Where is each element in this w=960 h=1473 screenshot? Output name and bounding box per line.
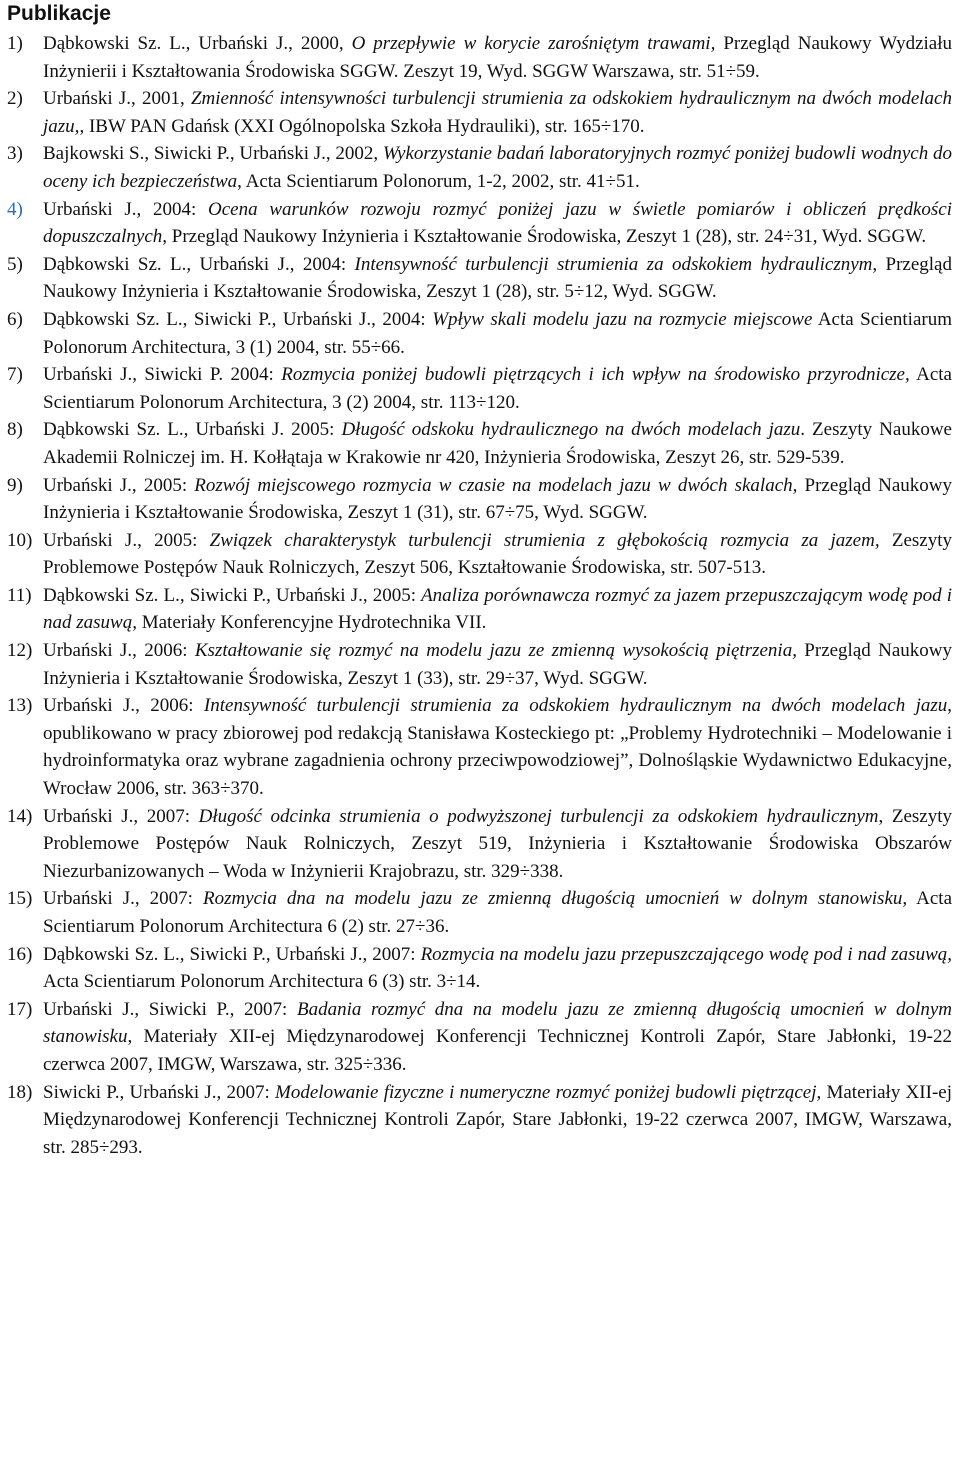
publication-authors: Urbański J., Siwicki P. 2004: bbox=[43, 364, 282, 386]
publication-source: , Zeszyty Problemowe Postępów Nauk Rolniczych, Zeszyt 519, Inżynieria i Kształtowanie Środowiska Obszarów Niezurbanizowanych – Woda w Inżynierii Krajobrazu, str. 329÷338. bbox=[43, 805, 952, 882]
publication-authors: Dąbkowski Sz. L., Urbański J. 2005: bbox=[43, 419, 342, 441]
publication-number: 1) bbox=[7, 33, 23, 54]
publication-authors: Urbański J., 2007: bbox=[43, 805, 199, 827]
publication-title: Długość odskoku hydraulicznego na dwóch modelach jazu bbox=[341, 419, 801, 441]
publication-number: 11) bbox=[7, 584, 32, 606]
publication-number: 13) bbox=[7, 695, 33, 717]
publication-authors: Urbański J., 2004: bbox=[43, 198, 209, 220]
publication-item bbox=[7, 361, 952, 416]
publication-authors: Dąbkowski Sz. L., Urbański J., 2000, bbox=[43, 33, 352, 54]
publication-title: Rozmycia dna na modelu jazu ze zmienną długością umocnień w dolnym stanowisku, bbox=[202, 888, 908, 910]
publication-authors: Urbański J., 2007: bbox=[43, 888, 203, 910]
publication-title: Rozwój miejscowego rozmycia w czasie na modelach jazu w dwóch skalach, bbox=[194, 474, 798, 496]
publication-title: Wykorzystanie badań laboratoryjnych rozmyć poniżej budowli wodnych do oceny ich bezpieczeństwa bbox=[43, 143, 952, 192]
publication-source: Acta Scientiarum Polonorum Architectura, 3 (1) 2004, str. 55÷66. bbox=[43, 308, 952, 358]
publication-number: 18) bbox=[7, 1081, 33, 1103]
publication-item bbox=[7, 196, 952, 251]
publication-item bbox=[7, 996, 952, 1079]
publication-number: 6) bbox=[7, 308, 23, 330]
publication-title: Intensywność turbulencji strumienia za odskokiem hydraulicznym na dwóch modelach jazu bbox=[203, 695, 948, 717]
publication-number: 16) bbox=[7, 943, 33, 965]
publication-title: Związek charakterystyk turbulencji strumienia z głębokością rozmycia za jazem, bbox=[209, 529, 880, 551]
publication-source: Materiały Konferencyjne Hydrotechnika VII. bbox=[136, 612, 487, 634]
publication-source: Przegląd Naukowy Inżynieria i Kształtowanie Środowiska, Zeszyt 1 (28), str. 24÷31, Wyd. SGGW. bbox=[167, 226, 927, 248]
publication-number: 2) bbox=[7, 88, 23, 110]
publication-item bbox=[7, 637, 952, 692]
publication-title: Intensywność turbulencji strumienia za odskokiem hydraulicznym, bbox=[354, 253, 878, 275]
publication-source: Przegląd Naukowy Wydziału Inżynierii i Kształtowania Środowiska SGGW. Zeszyt 19, Wyd. SGGW Warszawa, str. 51÷59. bbox=[43, 33, 953, 82]
publication-item bbox=[7, 941, 952, 996]
publication-number: 5) bbox=[7, 253, 23, 275]
publication-number: 17) bbox=[7, 998, 33, 1020]
publication-title: O przepływie w korycie zarośniętym trawami, bbox=[351, 33, 716, 54]
publication-item bbox=[7, 692, 952, 802]
publication-authors: Siwicki P., Urbański J., 2007: bbox=[43, 1081, 276, 1103]
publication-title: Analiza porównawcza rozmyć za jazem przepuszczającym wodę pod i nad zasuwą, bbox=[43, 584, 953, 634]
publication-authors: Dąbkowski Sz. L., Siwicki P., Urbański J., 2007: bbox=[43, 943, 421, 965]
publication-title: Zmienność intensywności turbulencji strumienia za odskokiem hydraulicznym na dwóch modelach jazu, bbox=[43, 88, 952, 137]
publication-source: , IBW PAN Gdańsk (XXI Ogólnopolska Szkoła Hydrauliki), str. 165÷170. bbox=[79, 115, 645, 137]
publication-source: Acta Scientiarum Polonorum Architectura 6 (2) str. 27÷36. bbox=[43, 888, 953, 937]
publication-number: 4) bbox=[7, 198, 23, 220]
publication-source: . Zeszyty Naukowe Akademii Rolniczej im. H. Kołłątaja w Krakowie nr 420, Inżynieria Środowiska, Zeszyt 26, str. 529-539. bbox=[43, 419, 952, 468]
publication-title: Modelowanie fizyczne i numeryczne rozmyć poniżej budowli piętrzącej bbox=[275, 1081, 817, 1103]
publication-number: 14) bbox=[7, 805, 33, 827]
publication-title: Wpływ skali modelu jazu na rozmycie miejscowe bbox=[432, 308, 813, 330]
publication-source: Zeszyty Problemowe Postępów Nauk Rolniczych, Zeszyt 506, Kształtowanie Środowiska, str. 507-513. bbox=[43, 529, 952, 579]
publication-item bbox=[7, 527, 952, 582]
publication-number: 8) bbox=[7, 419, 23, 441]
publication-item bbox=[7, 416, 952, 471]
publication-title: Rozmycia poniżej budowli piętrzących i ich wpływ na środowisko przyrodnicze, bbox=[281, 364, 910, 386]
publication-authors: Urbański J., 2005: bbox=[43, 474, 195, 496]
publication-source: , Materiały XII-ej Międzynarodowej Konferencji Technicznej Kontroli Zapór, Stare Jabłonki, 19-22 czerwca 2007, IMGW, Warszawa, str. 285÷293. bbox=[43, 1081, 952, 1158]
publication-title: Długość odcinka strumienia o podwyższonej turbulencji za odskokiem hydraulicznym bbox=[198, 805, 879, 827]
publication-item bbox=[7, 885, 952, 940]
publication-item bbox=[7, 30, 952, 85]
publication-item bbox=[7, 306, 952, 361]
publication-item bbox=[7, 582, 952, 637]
publication-authors: Dąbkowski Sz. L., Siwicki P., Urbański J., 2005: bbox=[43, 584, 422, 606]
publication-item bbox=[7, 140, 952, 195]
section-heading: Publikacje bbox=[7, 2, 111, 25]
publication-authors: Urbański J., 2006: bbox=[43, 695, 204, 717]
publication-authors: Dąbkowski Sz. L., Siwicki P., Urbański J., 2004: bbox=[43, 308, 433, 330]
publication-item bbox=[7, 1079, 952, 1162]
publication-number: 3) bbox=[7, 143, 23, 165]
publication-title: Rozmycia na modelu jazu przepuszczającego wodę pod i nad zasuwą, bbox=[420, 943, 952, 965]
publication-authors: Urbański J., Siwicki P., 2007: bbox=[43, 998, 297, 1020]
publication-authors: Bajkowski S., Siwicki P., Urbański J., 2002, bbox=[43, 143, 383, 165]
publication-number: 7) bbox=[7, 364, 23, 386]
publication-item bbox=[7, 803, 952, 886]
publication-authors: Urbański J., 2001, bbox=[43, 88, 191, 110]
publication-item bbox=[7, 472, 952, 527]
publication-list bbox=[7, 30, 952, 1161]
publication-authors: Dąbkowski Sz. L., Urbański J., 2004: bbox=[43, 253, 355, 275]
publication-authors: Urbański J., 2006: bbox=[43, 640, 195, 662]
publication-source: , opublikowano w pracy zbiorowej pod redakcją Stanisława Kosteckiego pt: „Problemy Hydrotechniki – Modelowanie i hydroinformatyka oraz wybrane zagadnienia ochrony przeciwpowodziowej”, Dolnośląskie Wydawnictwo Edukacyjne, Wrocław 2006, str. 363÷370. bbox=[43, 695, 952, 800]
publication-source: Przegląd Naukowy Inżynieria i Kształtowanie Środowiska, Zeszyt 1 (33), str. 29÷37, Wyd. SGGW. bbox=[43, 640, 952, 689]
publication-item bbox=[7, 85, 952, 140]
publication-number: 9) bbox=[7, 474, 23, 496]
publication-authors: Urbański J., 2005: bbox=[43, 529, 210, 551]
publication-title: Kształtowanie się rozmyć na modelu jazu ze zmienną wysokością piętrzenia, bbox=[194, 640, 797, 662]
publication-number: 12) bbox=[7, 640, 33, 662]
publication-source: Acta Scientiarum Polonorum Architectura 6 (3) str. 3÷14. bbox=[43, 971, 481, 993]
publication-source: Przegląd Naukowy Inżynieria i Kształtowanie Środowiska, Zeszyt 1 (28), str. 5÷12, Wyd. SGGW. bbox=[43, 253, 952, 303]
publication-source: , Acta Scientiarum Polonorum, 1-2, 2002, str. 41÷51. bbox=[237, 170, 640, 192]
publication-number: 10) bbox=[7, 529, 33, 551]
publication-source: Przegląd Naukowy Inżynieria i Kształtowanie Środowiska, Zeszyt 1 (31), str. 67÷75, Wyd. SGGW. bbox=[43, 474, 952, 524]
publication-title: Ocena warunków rozwoju rozmyć poniżej jazu w świetle pomiarów i obliczeń prędkości dopuszczalnych, bbox=[43, 198, 953, 248]
publication-title: Badania rozmyć dna na modelu jazu ze zmienną długością umocnień w dolnym stanowisku bbox=[43, 998, 952, 1048]
publications-page bbox=[0, 2, 960, 1473]
publication-number: 15) bbox=[7, 888, 33, 910]
publication-item bbox=[7, 251, 952, 306]
publication-source: Acta Scientiarum Polonorum Architectura, 3 (2) 2004, str. 113÷120. bbox=[43, 364, 952, 413]
publication-source: , Materiały XII-ej Międzynarodowej Konferencji Technicznej Kontroli Zapór, Stare Jabłonki, 19-22 czerwca 2007, IMGW, Warszawa, str. 325÷336. bbox=[43, 1026, 952, 1075]
